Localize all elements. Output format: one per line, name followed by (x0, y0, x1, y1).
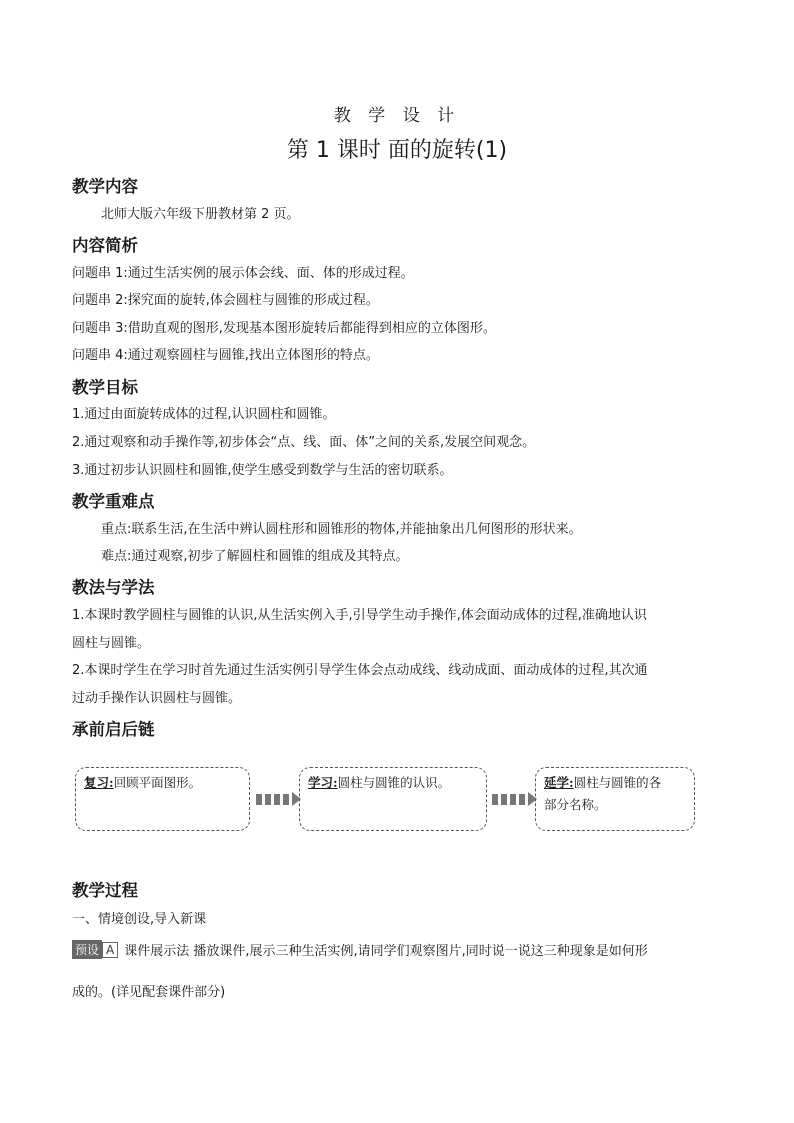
goal-item: 1.通过由面旋转成体的过程,认识圆柱和圆锥。 (72, 407, 336, 422)
flow-box-extend (535, 767, 695, 831)
method-item-line: 1.本课时教学圆柱与圆锥的认识,从生活实例入手,引导学生动手操作,体会面动成体的过程,准确地认识 (72, 608, 647, 623)
document-title: 教 学 设 计 (333, 106, 461, 126)
key-point-text: 重点:联系生活,在生活中辨认圆柱形和圆锥形的物体,并能抽象出几何图形的形状来。 (101, 522, 582, 537)
preset-text: 课件展示法 播放课件,展示三种生活实例,请同学们观察图片,同时说一说这三种现象是如何形 (124, 944, 648, 959)
difficulty-text: 难点:通过观察,初步了解圆柱和圆锥的组成及其特点。 (101, 549, 409, 564)
goal-item: 2.通过观察和动手操作等,初步体会“点、线、面、体”之间的关系,发展空间观念。 (72, 435, 536, 450)
preset-tag: 预设 (72, 940, 102, 959)
method-item-line: 2.本课时学生在学习时首先通过生活实例引导学生体会点动成线、线动成面、面动成体的过程,其次通 (72, 663, 648, 678)
flow-box-study (299, 767, 487, 831)
flow-label: 学习: (308, 775, 338, 790)
analysis-item: 问题串 4:通过观察圆柱与圆锥,找出立体图形的特点。 (72, 348, 379, 363)
flow-text: 部分名称。 (544, 797, 607, 812)
analysis-item: 问题串 1:通过生活实例的展示体会线、面、体的形成过程。 (72, 266, 414, 281)
flow-text: 回顾平面图形。 (113, 775, 202, 790)
flow-arrow-icon (256, 792, 301, 806)
analysis-item: 问题串 3:借助直观的图形,发现基本图形旋转后都能得到相应的立体图形。 (72, 321, 496, 336)
preset-letter: A (102, 942, 118, 958)
preset-line-2: 成的。(详见配套课件部分) (72, 985, 226, 1000)
section-heading-analysis: 内容简析 (72, 236, 138, 255)
method-item-line: 过动手操作认识圆柱与圆锥。 (72, 691, 242, 706)
flow-arrow-icon (492, 792, 537, 806)
section-heading-links: 承前启后链 (72, 720, 155, 739)
section-heading-key-points: 教学重难点 (72, 492, 155, 511)
flow-text: 圆柱与圆锥的各 (573, 775, 662, 790)
section-heading-methods: 教法与学法 (72, 578, 155, 597)
flow-text: 圆柱与圆锥的认识。 (337, 775, 451, 790)
analysis-item: 问题串 2:探究面的旋转,体会圆柱与圆锥的形成过程。 (72, 293, 379, 308)
lesson-title: 第 1 课时 面的旋转(1) (286, 138, 508, 163)
preset-line (72, 940, 648, 959)
section-heading-process: 教学过程 (72, 881, 138, 900)
goal-item: 3.通过初步认识圆柱和圆锥,使学生感受到数学与生活的密切联系。 (72, 463, 453, 478)
section-heading-goals: 教学目标 (72, 378, 138, 397)
content-text: 北师大版六年级下册教材第 2 页。 (101, 207, 300, 222)
flow-label: 复习: (84, 775, 114, 790)
flow-box-review (75, 767, 250, 831)
flow-label: 延学: (544, 775, 574, 790)
section-heading-content: 教学内容 (72, 177, 138, 196)
process-step: 一、情境创设,导入新课 (72, 912, 207, 927)
method-item-line: 圆柱与圆锥。 (72, 636, 151, 651)
